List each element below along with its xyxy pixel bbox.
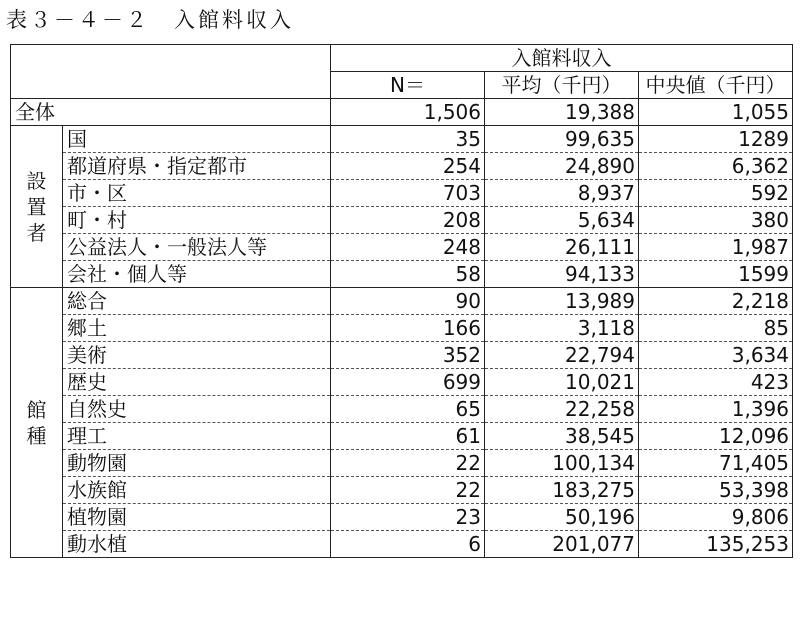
row-median-cell: 1289 <box>639 126 793 153</box>
group-label-cell <box>11 126 63 288</box>
row-n-cell: 61 <box>331 423 485 450</box>
group-label: 設置者 <box>26 168 47 245</box>
header-group-cell: 入館料収入 <box>331 45 793 72</box>
row-avg-cell: 13,989 <box>485 288 639 315</box>
row-label-cell: 郷土 <box>63 315 331 342</box>
row-avg-cell: 8,937 <box>485 180 639 207</box>
row-avg-cell: 22,794 <box>485 342 639 369</box>
header-n-cell: N＝ <box>331 72 485 99</box>
row-n-cell: 65 <box>331 396 485 423</box>
table-row <box>11 423 793 450</box>
row-avg-cell: 3,118 <box>485 315 639 342</box>
row-avg-cell: 201,077 <box>485 531 639 558</box>
table-row <box>11 315 793 342</box>
total-n-cell: 1,506 <box>331 99 485 126</box>
row-label-cell: 国 <box>63 126 331 153</box>
row-label-cell: 理工 <box>63 423 331 450</box>
table-row <box>11 450 793 477</box>
group-label: 館種 <box>26 397 47 448</box>
row-n-cell: 352 <box>331 342 485 369</box>
table-row <box>11 261 793 288</box>
table-row <box>11 396 793 423</box>
row-label-cell: 総合 <box>63 288 331 315</box>
table-row <box>11 531 793 558</box>
income-table <box>10 44 793 558</box>
header-row-group <box>11 45 793 72</box>
row-n-cell: 208 <box>331 207 485 234</box>
row-median-cell: 12,096 <box>639 423 793 450</box>
table-row <box>11 126 793 153</box>
table-row <box>11 369 793 396</box>
table-row <box>11 504 793 531</box>
row-n-cell: 22 <box>331 450 485 477</box>
table-row <box>11 342 793 369</box>
row-label-cell: 自然史 <box>63 396 331 423</box>
table-row <box>11 207 793 234</box>
row-median-cell: 3,634 <box>639 342 793 369</box>
row-n-cell: 35 <box>331 126 485 153</box>
row-n-cell: 90 <box>331 288 485 315</box>
row-avg-cell: 38,545 <box>485 423 639 450</box>
total-row <box>11 99 793 126</box>
row-median-cell: 423 <box>639 369 793 396</box>
row-median-cell: 1599 <box>639 261 793 288</box>
row-label-cell: 市・区 <box>63 180 331 207</box>
header-corner-cell <box>11 45 331 99</box>
header-median-cell: 中央値（千円） <box>639 72 793 99</box>
row-median-cell: 71,405 <box>639 450 793 477</box>
table-row <box>11 477 793 504</box>
row-n-cell: 58 <box>331 261 485 288</box>
row-avg-cell: 22,258 <box>485 396 639 423</box>
group-label-cell <box>11 288 63 558</box>
row-n-cell: 699 <box>331 369 485 396</box>
total-label-cell: 全体 <box>11 99 331 126</box>
row-label-cell: 植物園 <box>63 504 331 531</box>
table-row <box>11 288 793 315</box>
row-avg-cell: 26,111 <box>485 234 639 261</box>
row-n-cell: 23 <box>331 504 485 531</box>
table-row <box>11 153 793 180</box>
row-label-cell: 美術 <box>63 342 331 369</box>
row-median-cell: 6,362 <box>639 153 793 180</box>
row-n-cell: 22 <box>331 477 485 504</box>
row-avg-cell: 94,133 <box>485 261 639 288</box>
row-label-cell: 町・村 <box>63 207 331 234</box>
table-row <box>11 234 793 261</box>
table-caption: 表３－４－２ 入館料収入 <box>6 8 294 32</box>
row-label-cell: 水族館 <box>63 477 331 504</box>
row-median-cell: 53,398 <box>639 477 793 504</box>
row-label-cell: 歴史 <box>63 369 331 396</box>
row-median-cell: 9,806 <box>639 504 793 531</box>
total-avg-cell: 19,388 <box>485 99 639 126</box>
header-avg-cell: 平均（千円） <box>485 72 639 99</box>
row-avg-cell: 10,021 <box>485 369 639 396</box>
row-avg-cell: 99,635 <box>485 126 639 153</box>
row-n-cell: 6 <box>331 531 485 558</box>
row-median-cell: 2,218 <box>639 288 793 315</box>
row-median-cell: 85 <box>639 315 793 342</box>
table-row <box>11 180 793 207</box>
row-avg-cell: 183,275 <box>485 477 639 504</box>
row-label-cell: 動物園 <box>63 450 331 477</box>
row-median-cell: 1,396 <box>639 396 793 423</box>
row-label-cell: 都道府県・指定都市 <box>63 153 331 180</box>
row-n-cell: 166 <box>331 315 485 342</box>
total-median-cell: 1,055 <box>639 99 793 126</box>
row-n-cell: 248 <box>331 234 485 261</box>
row-avg-cell: 100,134 <box>485 450 639 477</box>
row-n-cell: 703 <box>331 180 485 207</box>
row-median-cell: 1,987 <box>639 234 793 261</box>
row-median-cell: 135,253 <box>639 531 793 558</box>
row-avg-cell: 24,890 <box>485 153 639 180</box>
row-avg-cell: 50,196 <box>485 504 639 531</box>
row-n-cell: 254 <box>331 153 485 180</box>
row-avg-cell: 5,634 <box>485 207 639 234</box>
row-median-cell: 380 <box>639 207 793 234</box>
row-label-cell: 動水植 <box>63 531 331 558</box>
row-label-cell: 会社・個人等 <box>63 261 331 288</box>
row-label-cell: 公益法人・一般法人等 <box>63 234 331 261</box>
row-median-cell: 592 <box>639 180 793 207</box>
